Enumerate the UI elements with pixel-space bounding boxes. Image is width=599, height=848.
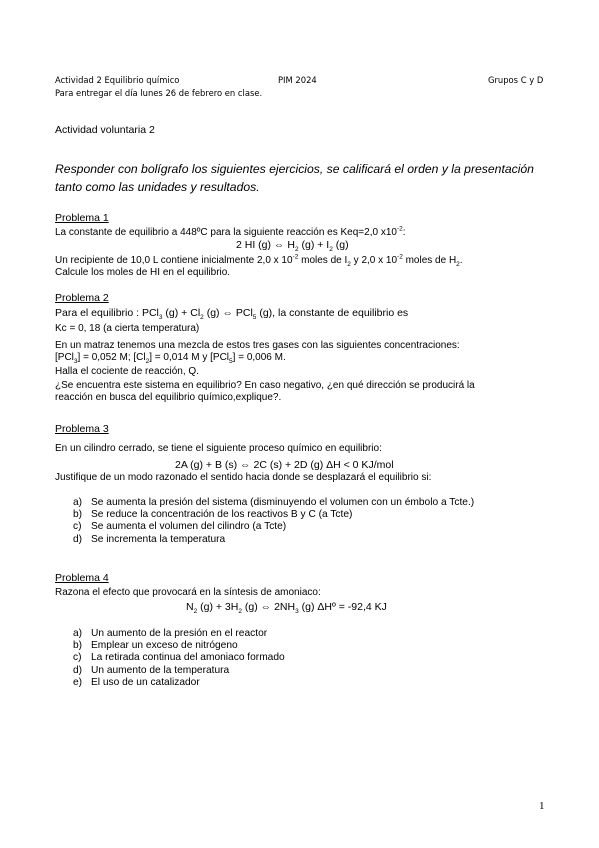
problem-4-statement: Razona el efecto que provocará en la síntesis de amoniaco: bbox=[55, 587, 321, 598]
list-item: d) Un aumento de la temperatura bbox=[73, 664, 230, 676]
problem-2-concentrations: [PCl$_3$] = 0,052 M; $[Cl_2] = 0,014$ M y [PCl$_5$] = 0,006 M. bbox=[55, 352, 286, 365]
header-course: PIM 2024 bbox=[278, 75, 317, 85]
problem-3-title: Problema 3 bbox=[55, 423, 109, 435]
list-item: a) Se aumenta la presión del sistema (disminuyendo el volumen con un émbolo a Tcte.) bbox=[73, 497, 475, 508]
problem-1-question: Calcule los moles de HI en el equilibrio. bbox=[55, 267, 231, 278]
problem-2-title: Problema 2 bbox=[55, 292, 109, 304]
header-due-date: Para entregar el día lunes 26 de febrero en clase. bbox=[55, 88, 263, 98]
problem-2-kc: Kc = 0, 18 (a cierta temperatura) bbox=[55, 323, 200, 334]
voluntary-activity-title: Actividad voluntaria 2 bbox=[55, 124, 155, 136]
problem-3-question: Justifique de un modo razonado el sentido hacia donde se desplazará el equilibrio si: bbox=[55, 472, 432, 483]
problem-4-reaction: $N_2$ $(g) + 3H_2$ (g) ⇔ $2NH_3$ (g) ΔHº = -92,4 KJ bbox=[186, 601, 387, 616]
problem-2-mixture: En un matraz tenemos una mezcla de estos tres gases con las siguientes concentraciones: bbox=[55, 340, 460, 351]
problem-1-statement: La constante de equilibrio a 448ºC para la siguiente reacción es Keq=2,0 $x10^{-2}$: bbox=[55, 225, 406, 238]
problem-4-options bbox=[73, 628, 285, 689]
header-groups: Grupos C y D bbox=[488, 75, 544, 85]
problem-1-reaction: 2 HI (g) ⇔ $H_2$ $(g) + I_2$ (g) bbox=[236, 239, 349, 254]
list-item: b) Emplear un exceso de nitrógeno bbox=[73, 640, 238, 652]
header-activity: Actividad 2 Equilibrio químico bbox=[55, 75, 180, 85]
problem-2-question-line-1: ¿Se encuentra este sistema en equilibrio? En caso negativo, ¿en qué dirección se producirá la bbox=[55, 380, 475, 391]
problem-4-title: Problema 4 bbox=[55, 572, 109, 584]
problem-3-statement: En un cilindro cerrado, se tiene el siguiente proceso químico en equilibrio: bbox=[55, 443, 382, 454]
list-item: d) Se incrementa la temperatura bbox=[73, 533, 226, 545]
list-item: b) Se reduce la concentración de los reactivos B y C (a Tcte) bbox=[73, 509, 353, 521]
list-item: c) Se aumenta el volumen del cilindro (a Tcte) bbox=[73, 521, 287, 533]
list-item: e) El uso de un catalizador bbox=[73, 676, 200, 688]
problem-3-reaction: 2A (g) + B (s) ⇔ 2C (s) + 2D (g) ΔH < 0 KJ/mol bbox=[175, 459, 394, 471]
problem-1-title: Problema 1 bbox=[55, 212, 109, 224]
problem-2-quotient: Halla el cociente de reacción, Q. bbox=[55, 366, 199, 377]
problem-2-question-line-2: reacción en busca del equilibrio químico,explique?. bbox=[55, 392, 282, 403]
page-number: 1 bbox=[539, 800, 545, 812]
problem-1-container-info: Un recipiente de 10,0 L contiene inicialmente 2,0 x $10^{-2}$ moles de $I_2$ y 2,0 x $10^{-2}$ moles de $H_2$. bbox=[55, 253, 463, 268]
list-item: c) La retirada continua del amoniaco formado bbox=[73, 652, 285, 664]
problem-3-options bbox=[73, 497, 474, 546]
list-item: a) Un aumento de la presión en el reactor bbox=[73, 628, 268, 639]
problem-2-equilibrium: Para el equilibrio : PCl$_3$ $(g) + Cl_2$ (g) ⇔ PCl$_5$ (g), la constante de equilibrio es bbox=[55, 307, 409, 322]
instructions: Responder con bolígrafo los siguientes ejercicios, se calificará el orden y la presentación tanto como las unidades y resultados. bbox=[55, 162, 534, 194]
